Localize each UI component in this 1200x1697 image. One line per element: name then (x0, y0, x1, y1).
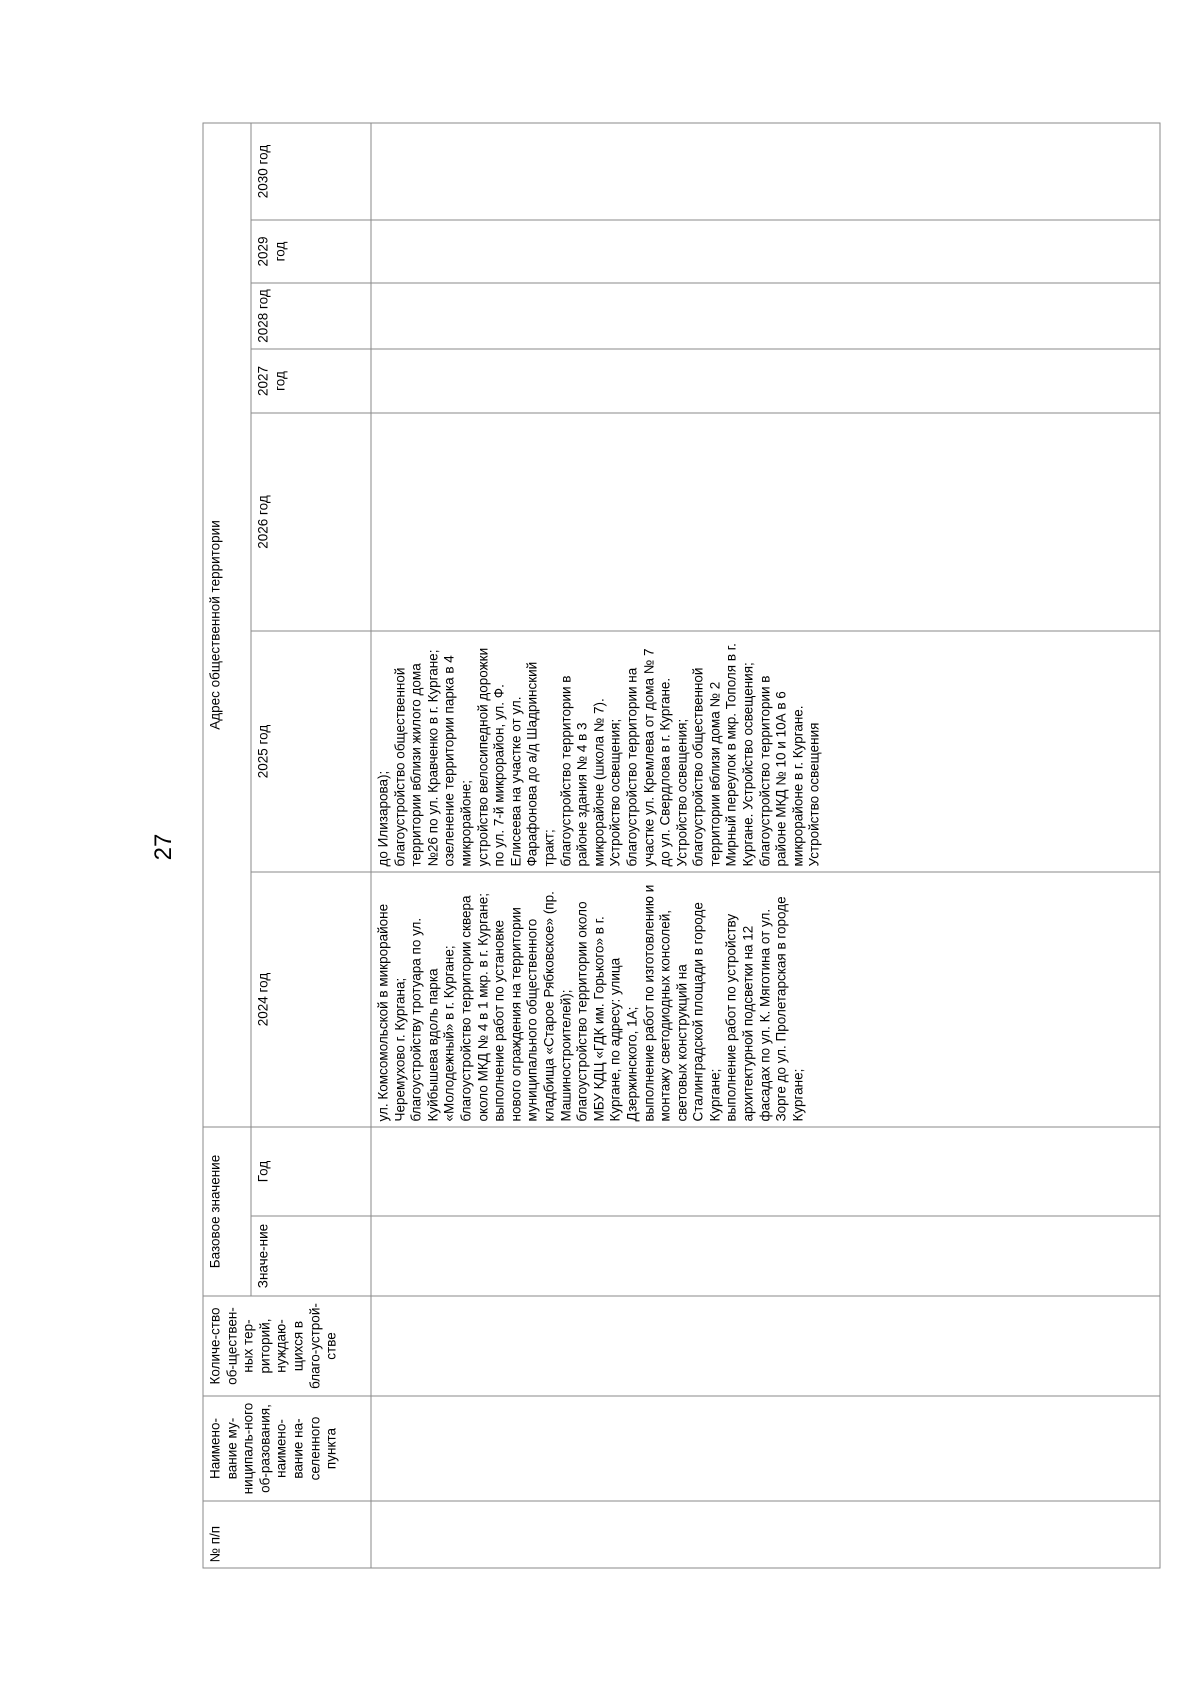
header-num: № п/п (203, 1501, 371, 1568)
cell-2027 (371, 348, 1160, 412)
list-item: благоустройство территории на участке ул. Кремлева от дома № 7 до ул. Свердлова в г. Кургане. Устройство освещения; (623, 647, 689, 866)
header-address: Адрес общественной территории (203, 122, 251, 1126)
header-count: Количе-ство об-ществен-ных тер-риторий, нуждаю-щихся в благо-устрой-стве (203, 1296, 371, 1396)
header-year-2030: 2030 год (251, 122, 371, 219)
list-item: озеленение территории парка в 4 микрорайоне; (441, 654, 473, 866)
cell-base-value (371, 1216, 1160, 1296)
list-item: до Илизарова); (375, 770, 390, 866)
list-item: благоустройство территории около МБУ КДЦ «ГДК им. Горького» в г. Кургане, по адресу: улица Дзержинского, 1А; (574, 900, 639, 1121)
list-item: благоустройство общественной территории вблизи жилого дома №26 по ул. Кравченко в г. Кургане; (391, 649, 440, 866)
header-base-value-year: Год (251, 1126, 371, 1215)
list-item: выполнение работ по изготовлению и монтажу светодиодных консолей, световых конструкций на Сталинградской площади в городе Кургане; (640, 884, 722, 1121)
list-item: благоустройство территории в районе МКД № 10 и 10А в 6 микрорайоне в г. Кургане. Устройство освещения (756, 675, 822, 866)
header-year-2026: 2026 год (251, 412, 371, 630)
list-item: выполнение работ по установке нового ограждения на территории муниципального общественного кладбища «Старое Рябковское» (пр. Машиностроителей); (491, 890, 573, 1121)
header-base-value-value: Значе-ние (251, 1216, 371, 1296)
cell-2025 (371, 630, 1160, 871)
cell-municipality (371, 1396, 1160, 1501)
header-year-2029: 2029 год (251, 219, 371, 282)
header-year-2025: 2025 год (251, 630, 371, 871)
header-row-top (203, 122, 251, 1567)
header-base-value: Базовое значение (203, 1126, 251, 1295)
cell-num (371, 1501, 1160, 1568)
header-year-2024: 2024 год (251, 871, 371, 1126)
cell-2030 (371, 122, 1160, 219)
rotated-table-wrapper (202, 123, 1160, 1568)
cell-2029 (371, 219, 1160, 282)
header-municipality: Наимено-вание му-ниципаль-ного об-разования, наимено-вание на-селенного пункта (203, 1396, 371, 1501)
cell-2028 (371, 282, 1160, 348)
list-item: выполнение работ по устройству архитектурной подсветки на 12 фасадах по ул. К. Мяготина от ул. Зорге до ул. Пролетарская в городе Кургане; (723, 895, 805, 1121)
public-territories-table (202, 122, 1160, 1568)
table-row (371, 122, 1160, 1567)
list-item: ул. Комсомольской в микрорайоне Черемухово г. Кургана; (375, 903, 407, 1121)
list-item: благоустройство территории сквера около МКД № 4 в 1 мкр. в г. Кургане; (457, 892, 490, 1121)
header-year-2028: 2028 год (251, 282, 371, 348)
list-item: благоустройство общественной территории вблизи дома № 2 Мирный переулок в мкр. Тополя в г. Кургане. Устройство освещения; (690, 642, 756, 866)
list-item: благоустройству тротуара по ул. Куйбышева вдоль парка «Молодежный» в г. Кургане; (408, 917, 457, 1121)
list-item: устройство велосипедной дорожки по ул. 7-й микрорайон, ул. Ф. Елисеева на участке от ул. Фарафонова до а/д Шадринский тракт; (474, 647, 556, 866)
cell-2026 (371, 412, 1160, 630)
page-number: 27 (150, 833, 177, 861)
cell-count (371, 1296, 1160, 1396)
cell-base-year (371, 1126, 1160, 1215)
cell-2024 (371, 871, 1160, 1126)
list-item: благоустройство территории в районе здания № 4 в 3 микрорайоне (школа № 7). Устройство освещения; (557, 675, 623, 866)
header-year-2027: 2027 год (251, 348, 371, 412)
